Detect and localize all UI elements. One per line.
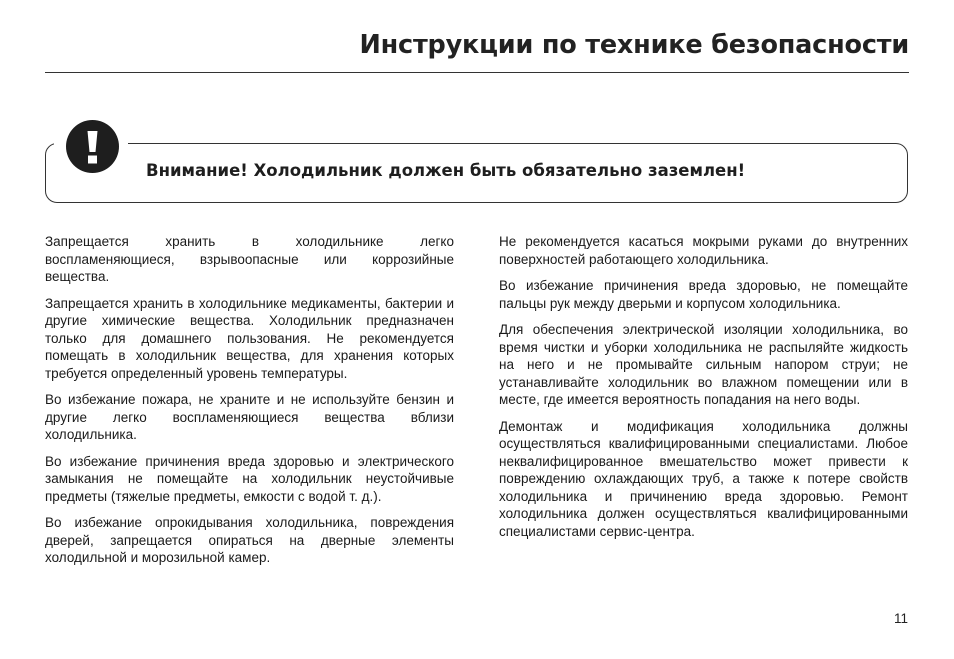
paragraph: Во избежание опрокидывания холодильника, повреждения дверей, запрещается опираться на дверные элементы холодильной и морозильной камер. — [45, 515, 454, 565]
title-divider — [45, 72, 909, 73]
paragraph: Во избежание пожара, не храните и не используйте бензин и другие легко воспламеняющиеся вещества вблизи холодильника. — [45, 392, 454, 442]
right-column — [499, 233, 908, 549]
paragraph: Не рекомендуется касаться мокрыми руками до внутренних поверхностей работающего холодильника. — [499, 234, 908, 267]
page-number: 11 — [893, 611, 908, 626]
paragraph: Во избежание причинения вреда здоровью, не помещайте пальцы рук между дверьми и корпусом холодильника. — [499, 278, 908, 311]
paragraph: Во избежание причинения вреда здоровью и электрического замыкания не помещайте на холодильник неустойчивые предметы (тяжелые предметы, емкости с водой т. д.). — [45, 453, 454, 504]
left-column — [45, 233, 454, 576]
exclamation-icon — [66, 120, 119, 173]
page-title: Инструкции по технике безопасности — [359, 30, 909, 60]
paragraph: Запрещается хранить в холодильнике медикаменты, бактерии и другие химические вещества. Холодильник предназначен только для домашнего пользования. Не рекомендуется помещать в холодильник вещества, для хранения которых требуется определенный уровень температуры. — [45, 295, 454, 381]
paragraph: Демонтаж и модификация холодильника должны осуществляться квалифицированными специалистами. Любое неквалифицированное вмешательство может привести к повреждению охлаждающих труб, а также к потере свойств холодильника и причинению вреда здоровью. Ремонт холодильника должен осуществляться квалифицированными специалистами сервис-центра. — [499, 418, 908, 539]
paragraph: Запрещается хранить в холодильнике легко воспламеняющиеся, взрывоопасные или коррозийные вещества. — [45, 234, 454, 284]
warning-text: Внимание! Холодильник должен быть обязательно заземлен! — [146, 161, 746, 180]
paragraph: Для обеспечения электрической изоляции холодильника, во время чистки и уборки холодильника не распыляйте жидкость на него и не промывайте сильным напором струи; не устанавливайте холодильник во влажном помещении или в месте, где имеется вероятность попадания на него воды. — [499, 322, 908, 407]
